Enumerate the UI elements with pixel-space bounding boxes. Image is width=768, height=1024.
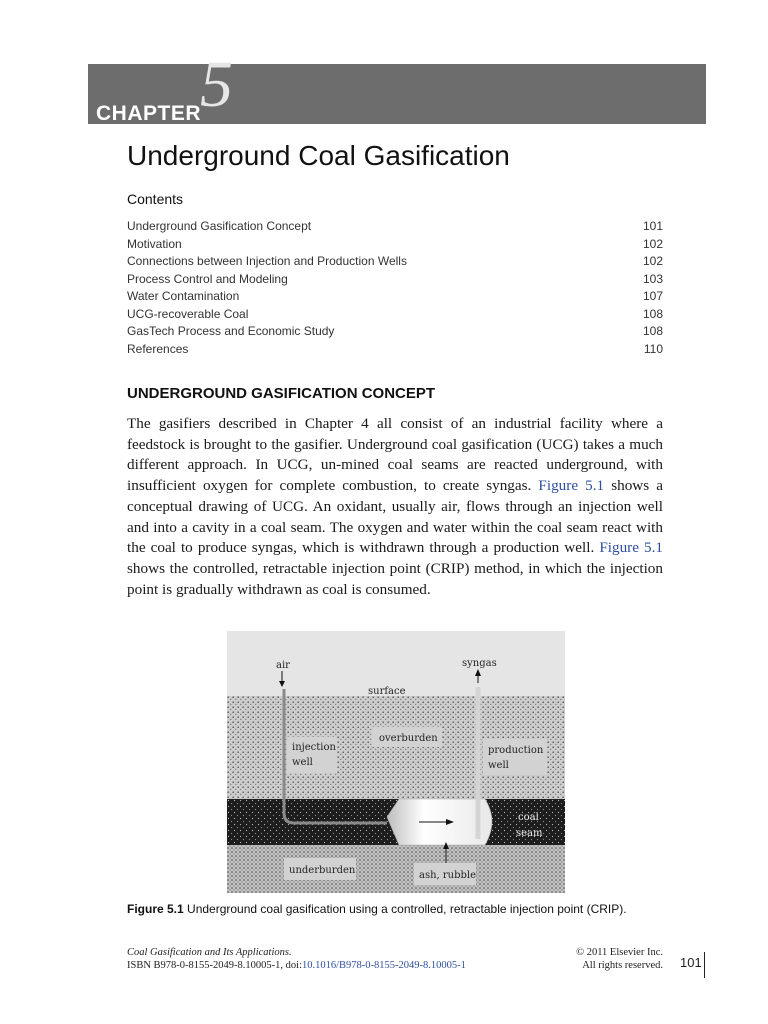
ash-rubble-label: ash, rubble — [419, 870, 477, 881]
figure-caption-label: Figure 5.1 — [127, 902, 184, 916]
toc-item[interactable] — [127, 236, 663, 254]
section-heading: UNDERGROUND GASIFICATION CONCEPT — [127, 385, 436, 402]
contents-heading: Contents — [127, 191, 184, 207]
toc-item[interactable] — [127, 323, 663, 341]
production-label: production — [488, 745, 544, 756]
underburden-label: underburden — [289, 865, 356, 876]
toc-item-label: UCG-recoverable Coal — [127, 306, 249, 321]
footer-citation — [127, 946, 466, 972]
body-text-part: shows the controlled, retractable injection point (CRIP) method, in which the injection point is gradually withdrawn as coal is consumed. — [127, 559, 663, 598]
figure-reference-link[interactable]: Figure 5.1 — [599, 539, 664, 557]
page-number: 101 — [680, 955, 702, 970]
doi-link[interactable]: 10.1016/B978-0-8155-2049-8.10005-1 — [302, 960, 466, 971]
chapter-title: Underground Coal Gasification — [127, 140, 510, 171]
toc-item-label: GasTech Process and Economic Study — [127, 324, 335, 338]
page-number-rule — [704, 952, 705, 978]
toc-item[interactable] — [127, 271, 663, 289]
body-text-part: shows a conceptual drawing of UCG. An oxidant, usually air, flows through an injection well and into a cavity in a coal seam. The oxygen and water within the coal seam react with the coal to produce syngas, which is withdrawn through a production well. — [127, 477, 664, 557]
figure-caption-text: Underground coal gasification using a controlled, retractable injection point (CRIP). — [183, 902, 627, 916]
chapter-number: 5 — [200, 48, 233, 121]
well-label-right: well — [488, 760, 509, 771]
toc-item-page: 102 — [642, 254, 663, 268]
toc-item-page: 110 — [643, 341, 663, 356]
seam-label: seam — [516, 828, 543, 839]
toc-item-label: Process Control and Modeling — [127, 271, 288, 286]
table-of-contents — [127, 218, 663, 358]
air-label: air — [276, 660, 290, 671]
toc-item-label: Water Contamination — [127, 289, 240, 303]
rights-text: All rights reserved. — [582, 960, 663, 971]
toc-item-label: Underground Gasification Concept — [127, 219, 312, 233]
toc-item-page: 108 — [642, 324, 663, 338]
overburden-label: overburden — [379, 733, 438, 744]
toc-item[interactable] — [127, 288, 663, 306]
ucg-diagram — [227, 631, 565, 893]
toc-item-page: 102 — [642, 236, 663, 251]
isbn-line — [127, 959, 466, 972]
toc-item-page: 103 — [642, 271, 663, 286]
isbn-text: ISBN B978-0-8155-2049-8.10005-1, doi: — [127, 960, 302, 971]
toc-item-page: 101 — [642, 219, 663, 233]
toc-item-label: References — [127, 341, 189, 356]
figure-caption — [127, 902, 627, 916]
toc-item-page: 108 — [642, 306, 663, 321]
well-label-left: well — [292, 757, 313, 768]
toc-item[interactable] — [127, 341, 663, 359]
footer-copyright — [576, 946, 663, 972]
copyright-text: © 2011 Elsevier Inc. — [576, 947, 663, 958]
toc-item[interactable] — [127, 253, 663, 271]
syngas-label: syngas — [462, 658, 497, 669]
book-title: Coal Gasification and Its Applications. — [127, 947, 292, 958]
coal-label: coal — [518, 812, 539, 823]
toc-item-label: Connections between Injection and Production Wells — [127, 254, 407, 268]
body-text-part: The gasifiers described in Chapter 4 all consist of an industrial facility where a feedstock is brought to the gasifier. Underground coal gasification (UCG) takes a much different approach. In UCG, un-mined coal seams are reacted underground, with insufficient oxygen for complete combustion, to create syngas. — [127, 415, 663, 495]
injection-label: injection — [292, 742, 336, 753]
underburden-layer — [227, 845, 565, 893]
toc-item-page: 107 — [642, 289, 663, 303]
toc-item[interactable] — [127, 218, 663, 236]
figure-reference-link[interactable]: Figure 5.1 — [538, 477, 605, 495]
chapter-label: CHAPTER — [96, 102, 202, 125]
surface-label: surface — [368, 686, 406, 697]
toc-item-label: Motivation — [127, 236, 182, 251]
toc-item[interactable] — [127, 306, 663, 324]
body-paragraph — [127, 414, 663, 600]
